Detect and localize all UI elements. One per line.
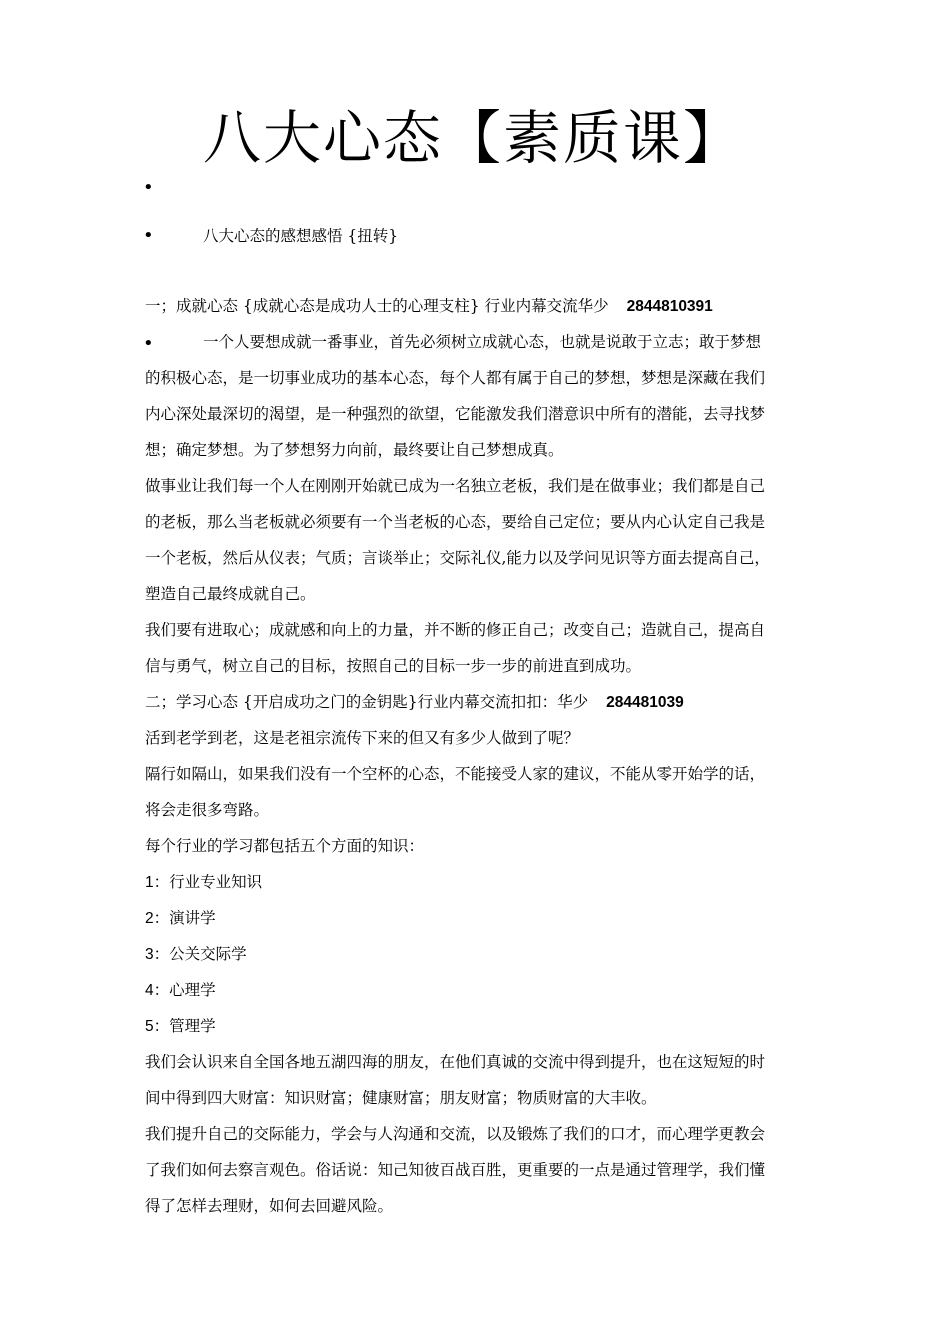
paragraph-line: 得了怎样去理财，如何去回避风险。 [145, 1197, 394, 1215]
section-1-heading [145, 296, 713, 317]
list-item [145, 944, 247, 965]
bullet-icon: • [143, 333, 154, 354]
paragraph-line: 做事业让我们每一个人在刚刚开始就已成为一名独立老板，我们是在做事业；我们都是自己 [145, 477, 766, 495]
list-item [145, 872, 262, 893]
paragraph-line: 活到老学到老，这是老祖宗流传下来的但又有多少人做到了呢？ [145, 729, 580, 747]
section-2-heading [145, 692, 684, 713]
paragraph-line: 隔行如隔山，如果我们没有一个空杯的心态，不能接受人家的建议，不能从零开始学的话， [145, 765, 766, 783]
section-1-heading-text: 一；成就心态 {成就心态是成功人士的心理支柱} 行业内幕交流华少 [145, 297, 609, 315]
section-2-heading-text: 二；学习心态 {开启成功之门的金钥匙}行业内幕交流扣扣：华少 [145, 693, 589, 711]
section-1-number: 2844810391 [626, 298, 713, 315]
subtitle: 八大心态的感想感悟 {扭转} [203, 227, 399, 245]
list-item-text: ：演讲学 [153, 909, 216, 927]
list-item-number: 3 [145, 946, 154, 963]
paragraph-line: 内心深处最深切的渴望，是一种强烈的欲望，它能激发我们潜意识中所有的潜能，去寻找梦 [145, 405, 766, 423]
section-2-number: 284481039 [606, 694, 684, 711]
paragraph-line: 我们要有进取心；成就感和向上的力量，并不断的修正自己；改变自己；造就自己，提高自 [145, 621, 766, 639]
bullet-icon: • [143, 225, 154, 246]
paragraph-line: 一个老板，然后从仪表；气质；言谈举止；交际礼仪,能力以及学问见识等方面去提高自己， [145, 549, 770, 567]
paragraph-line: 想；确定梦想。为了梦想努力向前，最终要让自己梦想成真。 [145, 441, 564, 459]
paragraph-line: 塑造自己最终成就自己。 [145, 585, 316, 603]
list-item-text: ：心理学 [153, 981, 216, 999]
paragraph-line: 的积极心态，是一切事业成功的基本心态，每个人都有属于自己的梦想，梦想是深藏在我们 [145, 369, 766, 387]
bullet-icon: • [143, 177, 154, 198]
paragraph-line: 了我们如何去察言观色。俗话说：知己知彼百战百胜，更重要的一点是通过管理学，我们懂 [145, 1161, 766, 1179]
paragraph-line: 的老板，那么当老板就必须要有一个当老板的心态，要给自己定位；要从内心认定自己我是 [145, 513, 766, 531]
paragraph-line: 我们提升自己的交际能力，学会与人沟通和交流，以及锻炼了我们的口才，而心理学更教会 [145, 1125, 766, 1143]
document-title: 八大心态【素质课】 [203, 104, 744, 172]
paragraph-line: 信与勇气，树立自己的目标，按照自己的目标一步一步的前进直到成功。 [145, 657, 642, 675]
paragraph-line: 间中得到四大财富：知识财富；健康财富；朋友财富；物质财富的大丰收。 [145, 1089, 657, 1107]
paragraph-line: 一个人要想成就一番事业，首先必须树立成就心态，也就是说敢于立志；敢于梦想 [203, 333, 762, 351]
list-item-text: ：行业专业知识 [153, 873, 263, 891]
list-item-number: 4 [145, 982, 154, 999]
paragraph-line: 将会走很多弯路。 [145, 801, 270, 819]
list-item-text: ：公关交际学 [153, 945, 247, 963]
list-item-text: ：管理学 [153, 1017, 216, 1035]
list-item-number: 2 [145, 910, 154, 927]
list-item [145, 1016, 216, 1037]
list-item-number: 5 [145, 1018, 154, 1035]
list-item [145, 980, 216, 1001]
paragraph-line: 我们会认识来自全国各地五湖四海的朋友，在他们真诚的交流中得到提升，也在这短短的时 [145, 1053, 766, 1071]
list-item [145, 908, 216, 929]
list-item-number: 1 [145, 874, 154, 891]
paragraph-line: 每个行业的学习都包括五个方面的知识： [145, 837, 425, 855]
